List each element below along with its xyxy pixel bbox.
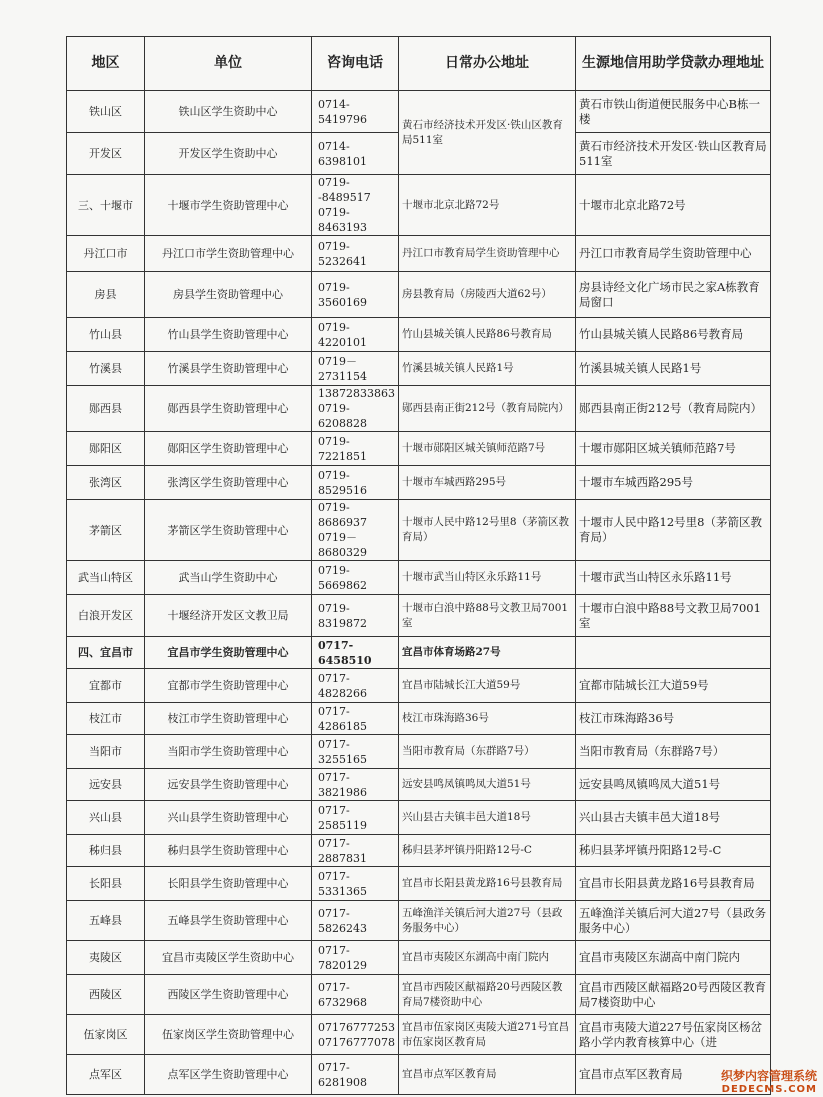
- region-cell: 房县: [67, 272, 145, 318]
- office-address-cell: 宜昌市伍家岗区夷陵大道271号宜昌市伍家岗区教育局: [399, 1015, 576, 1055]
- office-address-cell: 竹溪县城关镇人民路1号: [399, 352, 576, 386]
- office-address-cell: 竹山县城关镇人民路86号教育局: [399, 318, 576, 352]
- unit-cell: 十堰经济开发区文教卫局: [145, 595, 312, 637]
- office-address-cell: 十堰市武当山特区永乐路11号: [399, 561, 576, 595]
- loan-address-cell: 十堰市北京北路72号: [576, 175, 771, 236]
- unit-cell: 伍家岗区学生资助管理中心: [145, 1015, 312, 1055]
- table-row: [67, 735, 771, 769]
- phone-number: 0717-6281908: [318, 1060, 367, 1089]
- region-cell: 丹江口市: [67, 236, 145, 272]
- office-address-cell: 兴山县古夫镇丰邑大道18号: [399, 801, 576, 835]
- header-unit: 单位: [145, 37, 312, 91]
- unit-cell: 兴山县学生资助管理中心: [145, 801, 312, 835]
- unit-cell: 点军区学生资助管理中心: [145, 1055, 312, 1095]
- table-row: [67, 500, 771, 561]
- table-row: [67, 637, 771, 669]
- office-address-cell: 秭归县茅坪镇丹阳路12号-C: [399, 835, 576, 867]
- loan-address-cell: 当阳市教育局（东群路7号）: [576, 735, 771, 769]
- table-row: [67, 801, 771, 835]
- phone-cell: [312, 637, 399, 669]
- table-row: [67, 91, 771, 133]
- region-cell: 宜都市: [67, 669, 145, 703]
- table-row: [67, 432, 771, 466]
- unit-cell: 郧阳区学生资助管理中心: [145, 432, 312, 466]
- region-cell: 当阳市: [67, 735, 145, 769]
- loan-address-cell: 五峰渔洋关镇后河大道27号（县政务服务中心）: [576, 901, 771, 941]
- loan-address-cell: 十堰市郧阳区城关镇师范路7号: [576, 432, 771, 466]
- loan-address-cell: 兴山县古夫镇丰邑大道18号: [576, 801, 771, 835]
- phone-cell: [312, 236, 399, 272]
- table-row: [67, 386, 771, 432]
- phone-number: 0719－8680329: [318, 531, 367, 559]
- phone-number: 0719－2731154: [318, 354, 367, 383]
- phone-number: 0719-7221851: [318, 434, 367, 463]
- loan-address-cell: 秭归县茅坪镇丹阳路12号-C: [576, 835, 771, 867]
- table-row: [67, 466, 771, 500]
- loan-address-cell: 枝江市珠海路36号: [576, 703, 771, 735]
- office-address-cell: 宜昌市陆城长江大道59号: [399, 669, 576, 703]
- loan-address-cell: 远安县鸣凤镇鸣凤大道51号: [576, 769, 771, 801]
- office-address-cell: 宜昌市西陵区献福路20号西陵区教育局7楼资助中心: [399, 975, 576, 1015]
- phone-number: 0719-3560169: [318, 280, 367, 309]
- phone-number: 0717-5826243: [318, 906, 367, 935]
- office-address-cell: 十堰市白浪中路88号文教卫局7001室: [399, 595, 576, 637]
- phone-number: 07176777253: [318, 1020, 395, 1034]
- table-row: [67, 941, 771, 975]
- region-cell: 枝江市: [67, 703, 145, 735]
- office-address-cell: 丹江口市教育局学生资助管理中心: [399, 236, 576, 272]
- phone-cell: [312, 1015, 399, 1055]
- header-phone: 咨询电话: [312, 37, 399, 91]
- region-cell: 白浪开发区: [67, 595, 145, 637]
- loan-address-cell: 宜昌市夷陵区东湖高中南门院内: [576, 941, 771, 975]
- phone-cell: [312, 867, 399, 901]
- table-row: [67, 318, 771, 352]
- unit-cell: 秭归县学生资助管理中心: [145, 835, 312, 867]
- phone-cell: [312, 703, 399, 735]
- loan-address-cell: 黄石市经济技术开发区·铁山区教育局511室: [576, 133, 771, 175]
- region-cell: 西陵区: [67, 975, 145, 1015]
- office-address-cell: 宜昌市夷陵区东湖高中南门院内: [399, 941, 576, 975]
- office-address-cell: 郧西县南正街212号（教育局院内）: [399, 386, 576, 432]
- loan-address-cell: 房县诗经文化广场市民之家A栋教育局窗口: [576, 272, 771, 318]
- office-address-cell: 宜昌市点军区教育局: [399, 1055, 576, 1095]
- phone-cell: [312, 352, 399, 386]
- loan-address-cell: 十堰市武当山特区永乐路11号: [576, 561, 771, 595]
- table-row: [67, 352, 771, 386]
- unit-cell: 郧西县学生资助管理中心: [145, 386, 312, 432]
- unit-cell: 当阳市学生资助管理中心: [145, 735, 312, 769]
- unit-cell: 五峰县学生资助管理中心: [145, 901, 312, 941]
- phone-number: 0719-6208828: [318, 402, 367, 430]
- phone-cell: [312, 133, 399, 175]
- region-cell: 竹山县: [67, 318, 145, 352]
- table-row: [67, 1055, 771, 1095]
- unit-cell: 西陵区学生资助管理中心: [145, 975, 312, 1015]
- unit-cell: 竹山县学生资助管理中心: [145, 318, 312, 352]
- phone-cell: [312, 386, 399, 432]
- loan-address-cell: 黄石市铁山街道便民服务中心B栋一楼: [576, 91, 771, 133]
- region-cell: 兴山县: [67, 801, 145, 835]
- phone-number: 0717-3821986: [318, 770, 367, 799]
- table-row: [67, 595, 771, 637]
- region-cell: 远安县: [67, 769, 145, 801]
- table-row: [67, 703, 771, 735]
- unit-cell: 宜都市学生资助管理中心: [145, 669, 312, 703]
- phone-cell: [312, 669, 399, 703]
- region-cell: 长阳县: [67, 867, 145, 901]
- phone-cell: [312, 901, 399, 941]
- office-address-cell: 五峰渔洋关镇后河大道27号（县政务服务中心）: [399, 901, 576, 941]
- table-row: [67, 867, 771, 901]
- phone-number: 0717-3255165: [318, 737, 367, 766]
- region-cell: 竹溪县: [67, 352, 145, 386]
- phone-number: 0719-8529516: [318, 468, 367, 497]
- phone-number: 0717-2585119: [318, 803, 367, 832]
- contact-table-sheet: [66, 36, 770, 1095]
- region-cell: 郧阳区: [67, 432, 145, 466]
- table-row: [67, 975, 771, 1015]
- table-row: [67, 1015, 771, 1055]
- office-address-cell: 宜昌市体育场路27号: [399, 637, 576, 669]
- region-cell: 伍家岗区: [67, 1015, 145, 1055]
- office-address-cell: 十堰市北京北路72号: [399, 175, 576, 236]
- office-address-cell: 枝江市珠海路36号: [399, 703, 576, 735]
- region-cell: 郧西县: [67, 386, 145, 432]
- loan-address-cell: 十堰市白浪中路88号文教卫局7001室: [576, 595, 771, 637]
- table-row: [67, 561, 771, 595]
- office-address-cell: 十堰市车城西路295号: [399, 466, 576, 500]
- region-cell: 四、宜昌市: [67, 637, 145, 669]
- phone-cell: [312, 318, 399, 352]
- phone-number: 0717-6732968: [318, 980, 367, 1009]
- table-row: [67, 901, 771, 941]
- loan-address-cell: 十堰市人民中路12号里8（茅箭区教育局）: [576, 500, 771, 561]
- region-cell: 五峰县: [67, 901, 145, 941]
- office-address-cell: 宜昌市长阳县黄龙路16号县教育局: [399, 867, 576, 901]
- loan-address-cell: 宜昌市长阳县黄龙路16号县教育局: [576, 867, 771, 901]
- header-office-address: 日常办公地址: [399, 37, 576, 91]
- unit-cell: 宜昌市学生资助管理中心: [145, 637, 312, 669]
- contact-table: [66, 36, 771, 1095]
- phone-number: 0714-5419796: [318, 97, 367, 126]
- office-address-cell: 远安县鸣凤镇鸣凤大道51号: [399, 769, 576, 801]
- header-region: 地区: [67, 37, 145, 91]
- phone-number: 0719--8489517: [318, 176, 371, 204]
- region-cell: 武当山特区: [67, 561, 145, 595]
- phone-number: 0717-7820129: [318, 943, 367, 972]
- unit-cell: 开发区学生资助中心: [145, 133, 312, 175]
- unit-cell: 丹江口市学生资助管理中心: [145, 236, 312, 272]
- loan-address-cell: 竹山县城关镇人民路86号教育局: [576, 318, 771, 352]
- watermark-title: 织梦内容管理系统: [720, 1069, 817, 1083]
- phone-cell: [312, 175, 399, 236]
- phone-number: 0714-6398101: [318, 139, 367, 168]
- phone-cell: [312, 595, 399, 637]
- phone-number: 13872833863: [318, 387, 395, 400]
- region-cell: 开发区: [67, 133, 145, 175]
- office-address-cell: 十堰市郧阳区城关镇师范路7号: [399, 432, 576, 466]
- phone-cell: [312, 941, 399, 975]
- region-cell: 秭归县: [67, 835, 145, 867]
- phone-cell: [312, 272, 399, 318]
- loan-address-cell: 丹江口市教育局学生资助管理中心: [576, 236, 771, 272]
- office-address-cell: 房县教育局（房陵西大道62号）: [399, 272, 576, 318]
- phone-cell: [312, 561, 399, 595]
- unit-cell: 十堰市学生资助管理中心: [145, 175, 312, 236]
- phone-cell: [312, 975, 399, 1015]
- phone-cell: [312, 1055, 399, 1095]
- loan-address-cell: 十堰市车城西路295号: [576, 466, 771, 500]
- header-loan-address: 生源地信用助学贷款办理地址: [576, 37, 771, 91]
- loan-address-cell: 宜昌市夷陵大道227号伍家岗区杨岔路小学内教育核算中心（进: [576, 1015, 771, 1055]
- phone-number: 0719-8686937: [318, 501, 367, 529]
- phone-number: 0717-2887831: [318, 836, 367, 865]
- phone-cell: [312, 91, 399, 133]
- region-cell: 三、十堰市: [67, 175, 145, 236]
- phone-number: 0717-4828266: [318, 671, 367, 700]
- unit-cell: 竹溪县学生资助管理中心: [145, 352, 312, 386]
- phone-cell: [312, 735, 399, 769]
- table-row: [67, 769, 771, 801]
- loan-address-cell: 竹溪县城关镇人民路1号: [576, 352, 771, 386]
- unit-cell: 远安县学生资助管理中心: [145, 769, 312, 801]
- phone-number: 0719-8463193: [318, 206, 367, 234]
- table-row: [67, 175, 771, 236]
- table-row: [67, 669, 771, 703]
- phone-cell: [312, 500, 399, 561]
- unit-cell: 枝江市学生资助管理中心: [145, 703, 312, 735]
- unit-cell: 长阳县学生资助管理中心: [145, 867, 312, 901]
- table-row: [67, 272, 771, 318]
- region-cell: 茅箭区: [67, 500, 145, 561]
- phone-number: 0717-5331365: [318, 869, 367, 898]
- loan-address-cell: 宜都市陆城长江大道59号: [576, 669, 771, 703]
- phone-number: 0719-8319872: [318, 601, 367, 630]
- table-row: [67, 236, 771, 272]
- unit-cell: 张湾区学生资助管理中心: [145, 466, 312, 500]
- office-address-cell: 十堰市人民中路12号里8（茅箭区教育局）: [399, 500, 576, 561]
- table-header-row: [67, 37, 771, 91]
- watermark: [721, 1067, 817, 1095]
- phone-cell: [312, 835, 399, 867]
- office-address-cell: 黄石市经济技术开发区·铁山区教育局511室: [399, 91, 576, 175]
- phone-number: 0717-4286185: [318, 704, 367, 733]
- table-row: [67, 835, 771, 867]
- phone-number: 07176777078: [318, 1035, 395, 1049]
- unit-cell: 茅箭区学生资助管理中心: [145, 500, 312, 561]
- phone-cell: [312, 801, 399, 835]
- unit-cell: 宜昌市夷陵区学生资助中心: [145, 941, 312, 975]
- phone-number: 0719-4220101: [318, 320, 367, 349]
- region-cell: 张湾区: [67, 466, 145, 500]
- region-cell: 铁山区: [67, 91, 145, 133]
- loan-address-cell: 宜昌市点军区教育局: [576, 1055, 771, 1095]
- phone-cell: [312, 432, 399, 466]
- phone-cell: [312, 769, 399, 801]
- table-body: [67, 91, 771, 1095]
- loan-address-cell: [576, 637, 771, 669]
- phone-number: 0719-5232641: [318, 239, 367, 268]
- loan-address-cell: 宜昌市西陵区献福路20号西陵区教育局7楼资助中心: [576, 975, 771, 1015]
- unit-cell: 武当山学生资助中心: [145, 561, 312, 595]
- office-address-cell: 当阳市教育局（东群路7号）: [399, 735, 576, 769]
- phone-number: 0717-6458510: [318, 638, 372, 667]
- phone-cell: [312, 466, 399, 500]
- unit-cell: 铁山区学生资助中心: [145, 91, 312, 133]
- phone-number: 0719-5669862: [318, 563, 367, 592]
- region-cell: 点军区: [67, 1055, 145, 1095]
- region-cell: 夷陵区: [67, 941, 145, 975]
- loan-address-cell: 郧西县南正街212号（教育局院内）: [576, 386, 771, 432]
- watermark-site: DEDECMS.COM: [721, 1084, 817, 1095]
- unit-cell: 房县学生资助管理中心: [145, 272, 312, 318]
